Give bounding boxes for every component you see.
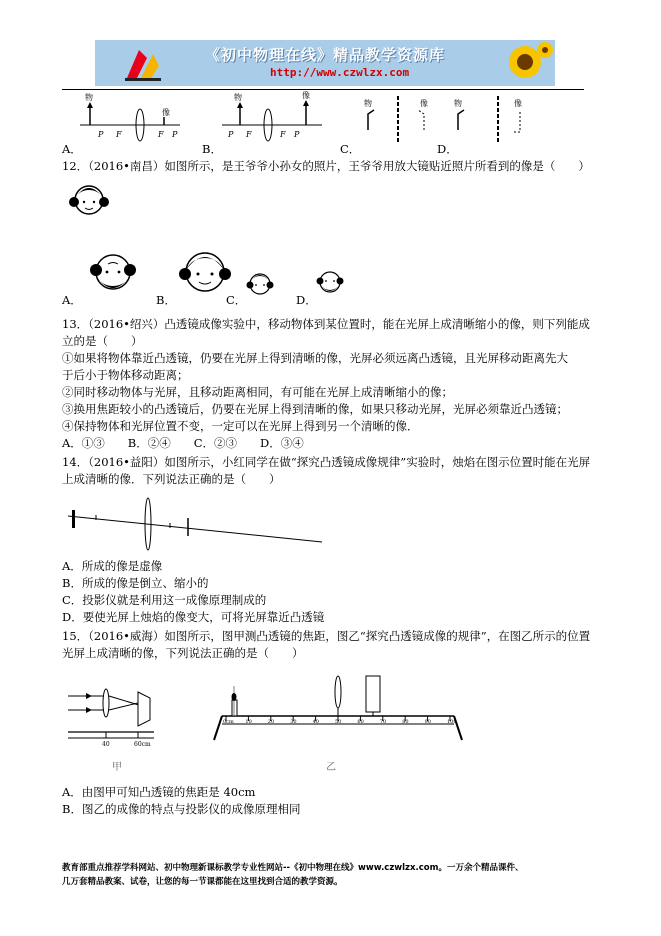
q12-option-d: D． (296, 293, 317, 307)
q14-stem-line2: 上成清晰的像．下列说法正确的是（ ） (62, 472, 281, 486)
q15-figure-jia-label: 甲 (112, 762, 122, 773)
q12-stem: 12．（2016•南昌）如图所示，是王爷爷小孙女的照片，王爷爷用放大镜贴近照片所看到的像是（ ） (62, 159, 590, 173)
q13-statement-4: ④保持物体和光屏位置不变，一定可以在光屏上得到另一个清晰的像． (62, 419, 419, 433)
q12-option-c-image (246, 266, 274, 300)
ruler-tick-label: 90 (424, 719, 431, 725)
q11-figure-c (362, 92, 426, 144)
q11b-image-label: 像 (302, 91, 310, 100)
q11-option-c: C． (340, 142, 361, 156)
q11a-object-label: 物 (85, 93, 93, 102)
q11b-object-label: 物 (234, 93, 242, 102)
q11c-object-label: 物 (364, 99, 372, 108)
q11-option-a: A． (62, 142, 82, 156)
q11-figure-b (222, 93, 322, 141)
footer-line2: 几万套精品教案、试卷，让您的每一节课都能在这里找到合适的教学资源。 (62, 877, 343, 887)
q13-stem-line2: 立的是（ ） (62, 334, 143, 348)
ruler-tick-label: 70 (379, 719, 387, 725)
q11a-f-left: F (116, 130, 122, 139)
q13-statement-3: ③换用焦距较小的凸透镜后，仍要在光屏上得到清晰的像，如果只移动光屏，光屏必须靠近凸透镜； (62, 402, 568, 416)
q12-option-b-image (178, 240, 232, 300)
q14-option-d: D．要使光屏上烛焰的像变大，可将光屏靠近凸透镜 (62, 610, 325, 624)
q14-option-b: B．所成的像是倒立、缩小的 (62, 576, 209, 590)
candle (72, 510, 75, 528)
q11-option-d: D． (437, 142, 458, 156)
q12-option-c: C． (226, 293, 247, 307)
ruler-tick-label: 10 (245, 719, 252, 725)
ruler-tick-label: 0cm (223, 719, 234, 725)
q15-stem-line2: 光屏上成清晰的像，下列说法正确的是（ ） (62, 646, 304, 660)
ruler-tick-label: 100 (447, 719, 457, 725)
q13-statement-2: ②同时移动物体与光屏，且移动距离相同，有可能在光屏上成清晰缩小的像； (62, 385, 453, 399)
q15-figure-yi (204, 672, 462, 740)
q12-option-a: A． (62, 293, 82, 307)
q13-stem-line1: 13．（2016•绍兴）凸透镜成像实验中，移动物体到某位置时，能在光屏上成清晰缩小的像，则下列能成 (62, 317, 590, 331)
q14-figure (66, 496, 326, 556)
ruler-tick-label: 60 (357, 719, 364, 725)
sunflower-icon (495, 40, 555, 86)
q15-figure-jia (64, 688, 164, 754)
q11-figure-a (80, 93, 180, 141)
jia-tick-40: 40 (102, 741, 110, 748)
q11c-image-label: 像 (420, 99, 428, 108)
q11-figure-d (450, 92, 540, 144)
q15-option-a: A．由图甲可知凸透镜的焦距是 40cm (62, 785, 256, 799)
q11d-object-label: 物 (454, 99, 462, 108)
q11b-p-right: P (294, 130, 300, 139)
q13-options: A．①③ B．②④ C．②③ D．③④ (62, 436, 304, 450)
candle (232, 700, 237, 716)
q11a-image-label: 像 (162, 108, 170, 117)
q11a-p-left: P (98, 130, 104, 139)
q12-option-b: B． (156, 293, 176, 307)
q11b-f-right: F (280, 130, 286, 139)
footer-line1: 教育部重点推荐学科网站、初中物理新课标教学专业性网站--《初中物理在线》www.czwlzx.com。一万余个精品课件、 (62, 863, 524, 873)
q12-option-a-image (88, 244, 138, 300)
q11b-p-left: P (228, 130, 234, 139)
banner-title: 《初中物理在线》精品教学资源库 (205, 46, 446, 64)
q15-stem-line1: 15．（2016•威海）如图所示，图甲测凸透镜的焦距，图乙“探究凸透镜成像的规律”，在图乙所示的位置 (62, 629, 591, 643)
q14-stem-line1: 14．（2016•益阳）如图所示，小红同学在做“探究凸透镜成像规律”实验时，烛焰在图示位置时能在光屏 (62, 455, 591, 469)
q15-option-b: B．图乙的成像的特点与投影仪的成像原理相同 (62, 802, 301, 816)
q14-option-a: A．所成的像是虚像 (62, 559, 163, 573)
light-screen (366, 676, 380, 712)
q12-photo-girl (68, 176, 110, 222)
site-logo (123, 44, 163, 84)
ruler-tick-label: 30 (290, 719, 297, 725)
q11a-p-right: P (172, 130, 178, 139)
ruler-tick-label: 80 (402, 719, 409, 725)
convex-lens (335, 676, 341, 708)
q13-statement-1-line1: ①如果将物体靠近凸透镜，仍要在光屏上得到清晰的像，光屏必须远离凸透镜，且光屏移动距离先大 (62, 351, 568, 365)
q12-option-d-image (316, 266, 344, 300)
banner-url: http://www.czwlzx.com (270, 66, 410, 79)
q14-option-c: C．投影仪就是利用这一成像原理制成的 (62, 593, 267, 607)
q11a-f-right: F (158, 130, 164, 139)
ruler-tick-label: 40 (312, 719, 319, 725)
q11b-f-left: F (246, 130, 252, 139)
ruler-tick-label: 50 (335, 719, 342, 725)
ruler-tick-label: 20 (267, 719, 275, 725)
jia-tick-60: 60cm (134, 741, 151, 748)
header-rule (62, 89, 584, 90)
q15-figure-yi-label: 乙 (326, 762, 336, 773)
q13-statement-1-line2: 于后小于物体移动距离； (62, 368, 189, 382)
q11d-image-label: 像 (514, 99, 522, 108)
header-banner (95, 40, 555, 86)
q11-option-b: B． (202, 142, 222, 156)
